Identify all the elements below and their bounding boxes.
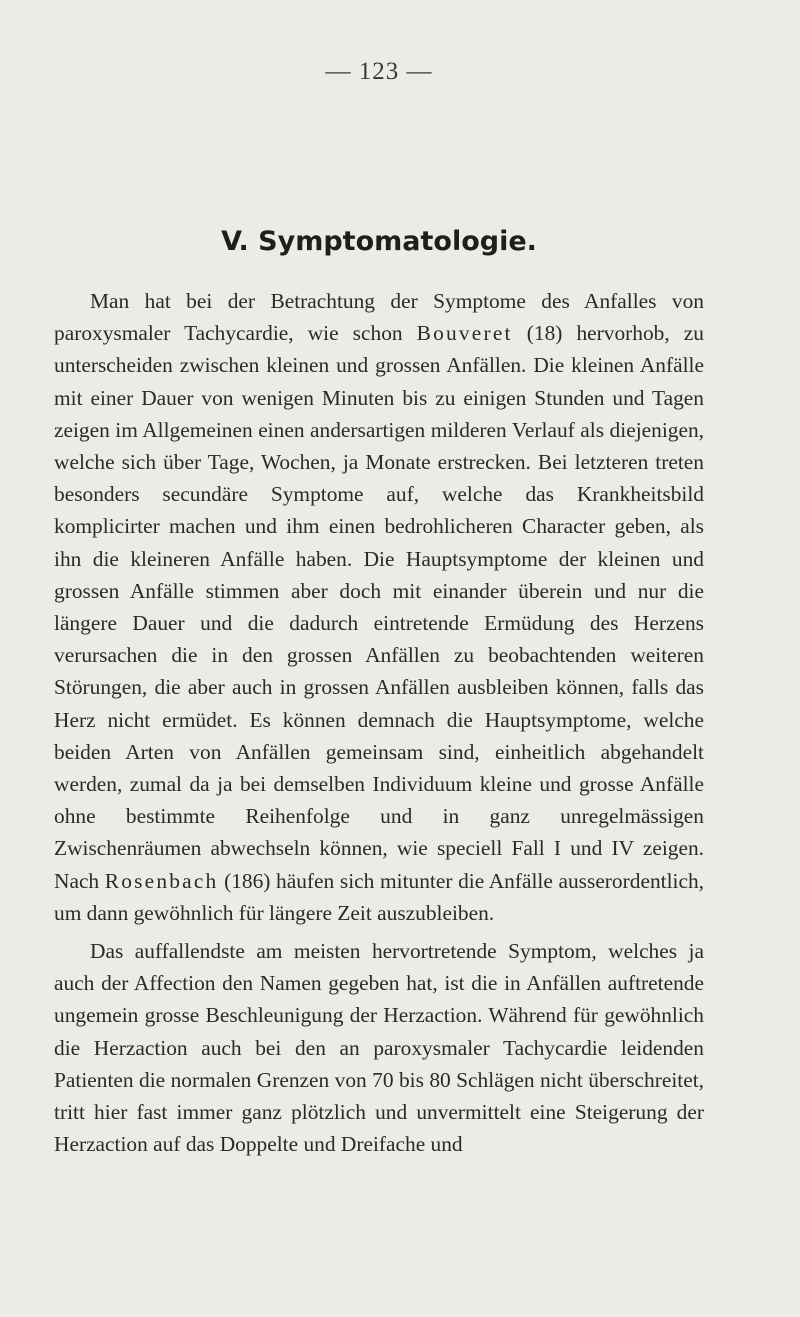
- author-name-rosenbach: Rosenbach: [104, 868, 219, 893]
- paragraph-1-text-c: (186) häufen sich mitunter die Anfälle ausserordentlich, um dann gewöhnlich für längere Zeit auszubleiben.: [54, 868, 705, 925]
- page-number: — 123 —: [325, 58, 433, 85]
- paragraph-2: Das auffallendste am meisten hervortretende Symptom, welches ja auch der Affection den Namen gegeben hat, ist die in Anfällen auftretende ungemein grosse Beschleunigung der Herzaction. Während für gewöhnlich die Herzaction auch bei den an paroxysmaler Tachycardie leidenden Patienten die normalen Grenzen von 70 bis 80 Schlägen nicht überschreitet, tritt hier fast immer ganz plötzlich und unvermittelt eine Steigerung der Herzaction auf das Doppelte und Dreifache und: [54, 939, 704, 1157]
- paragraph-1: [54, 285, 704, 929]
- chapter-heading: V. Symptomatologie.: [221, 226, 537, 257]
- paragraph-1-text-a: Man hat bei der Betrachtung der Symptome des Anfalles von paroxysmaler Tachycardie, wie schon: [54, 289, 704, 346]
- author-name-bouveret: Bouveret: [416, 321, 513, 346]
- paragraph-1-text-b: (18) hervorhob, zu unterscheiden zwischen kleinen und grossen Anfällen. Die kleinen Anfälle mit einer Dauer von wenigen Minuten bis zu einigen Stunden und Tagen zeigen im Allgemeinen einen andersartigen milderen Verlauf als diejenigen, welche sich über Tage, Wochen, ja Monate erstrecken. Bei letzteren treten besonders secundäre Symptome auf, welche das Krankheitsbild komplicirter machen und ihm einen bedrohlicheren Character geben, als ihn die kleineren Anfälle haben. Die Hauptsymptome der kleinen und grossen Anfälle stimmen aber doch mit einander überein und nur die längere Dauer und die dadurch eintretende Ermüdung des Herzens verursachen die in den grossen Anfällen zu beobachtenden weiteren Störungen, die aber auch in grossen Anfällen ausbleiben können, falls das Herz nicht ermüdet. Es können demnach die Hauptsymptome, welche beiden Arten von Anfällen gemeinsam sind, einheitlich abgehandelt werden, zumal da ja bei demselben Individuum kleine und grosse Anfälle ohne bestimmte Reihenfolge und in ganz unregelmässigen Zwischenräumen abwechseln können, wie speciell Fall I und IV zeigen. Nach: [54, 321, 704, 893]
